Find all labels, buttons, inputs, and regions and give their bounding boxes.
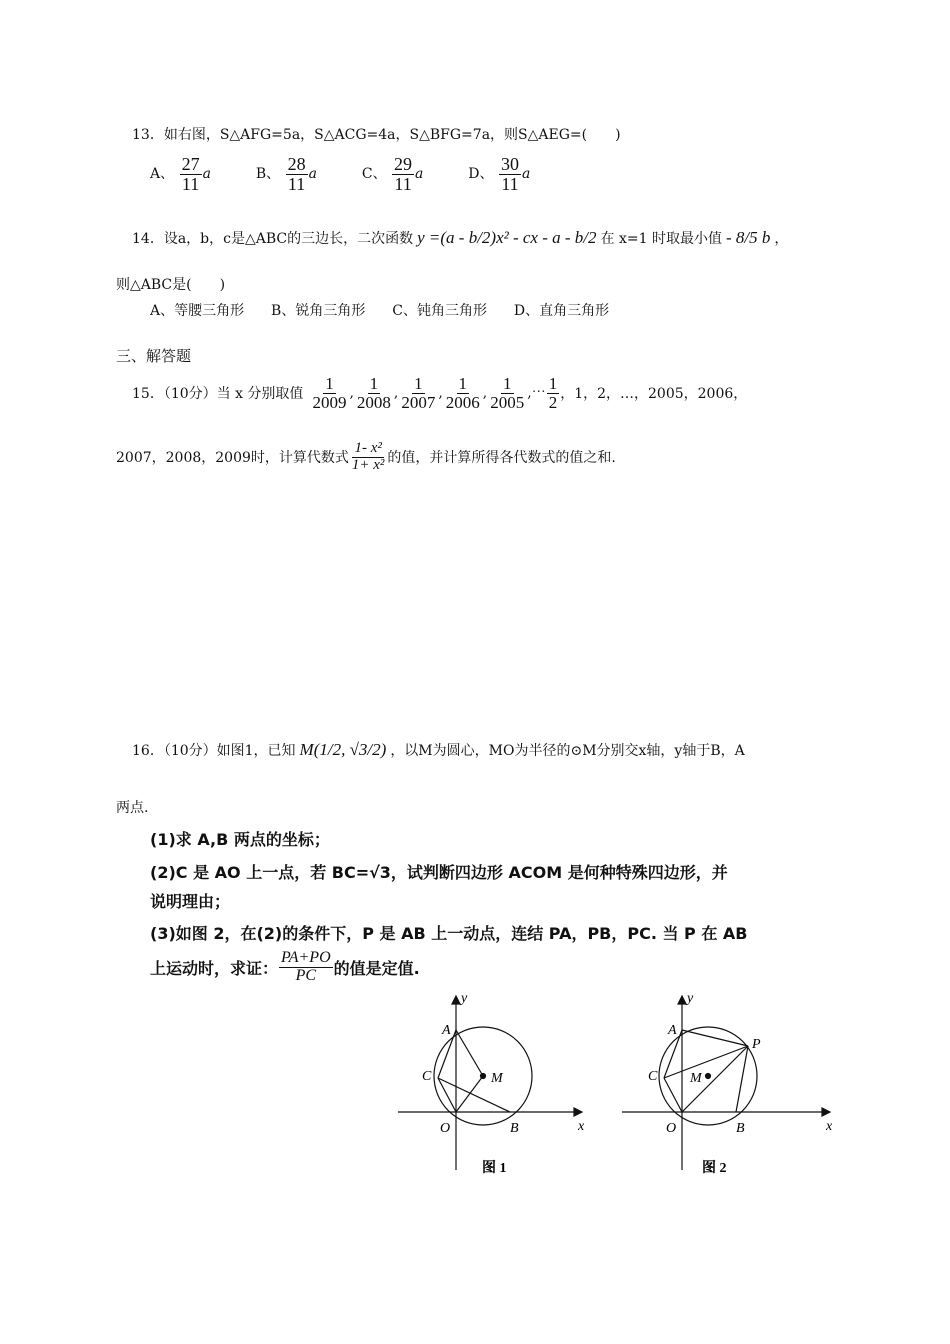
- fig2-label-x: x: [826, 1119, 833, 1134]
- fig2-label-a: A: [668, 1023, 677, 1038]
- fig2-caption: 图 2: [702, 1161, 727, 1176]
- q14-option-d[interactable]: D、直角三角形: [513, 303, 610, 319]
- q16-sub2a: (2)C 是 AO 上一点，若 BC=√3，试判断四边形 ACOM 是何种特殊四边形，并: [150, 863, 728, 882]
- fig2-x-arrow: [822, 1108, 830, 1116]
- fig2-label-o: O: [666, 1121, 677, 1136]
- fig1-y-arrow: [452, 996, 460, 1004]
- fig2-segment-co: [664, 1078, 682, 1112]
- q16-stem: 16．（10分）如图1，已知 M(1/2, √3/2) ，以M为圆心，MO为半径的⊙M分别交x轴，y轴于B，A: [132, 740, 745, 759]
- fig2-y-arrow: [678, 996, 686, 1004]
- fig1-x-arrow: [574, 1108, 582, 1116]
- q14-option-c[interactable]: C、钝角三角形: [392, 303, 487, 319]
- fig1-label-a: A: [442, 1023, 451, 1038]
- option-label: C、: [361, 166, 387, 183]
- q15-stem: 15．（10分）当 x 分别取值 $\frac{1}{2009}$ , $\frac{1}{2008}$ , $\frac{1}{2007}$ , $\frac{1}{2006}$ , $\frac{1}{2005}$ , ··· $\frac{1}{2}$ ，1，2，…，2005，2006，: [132, 374, 748, 412]
- q16-point: M(1/2, √3/2): [299, 740, 387, 759]
- fig2-label-m: M: [690, 1071, 702, 1086]
- q16-sub1: (1)求 A,B 两点的坐标；: [150, 830, 330, 849]
- q14-line2: 则△ABC是( ): [116, 277, 226, 293]
- q13-options: [150, 155, 530, 194]
- q14-option-a[interactable]: A、等腰三角形: [150, 303, 245, 319]
- fig2-label-b: B: [736, 1121, 745, 1136]
- fig2-center-dot: [706, 1074, 711, 1079]
- figures: [390, 990, 850, 1180]
- fig2-segment-cp: [664, 1046, 748, 1078]
- q16-line2: 两点.: [116, 800, 149, 816]
- q14-formula: y =(a - b/2)x² - cx - a - b/2: [417, 228, 597, 247]
- fig1-center-dot: [481, 1074, 486, 1079]
- fig1-label-m: M: [491, 1071, 503, 1086]
- q14-stem: 14．设a，b，c是△ABC的三边长，二次函数 y =(a - b/2)x² - cx - a - b/2 在 x=1 时取最小值 - 8/5 b ，: [132, 228, 789, 247]
- q13-option-c[interactable]: C、 $\frac{29}{11}$ a: [361, 154, 424, 194]
- fig1-label-b: B: [510, 1121, 519, 1136]
- q14-option-b[interactable]: B、锐角三角形: [271, 303, 366, 319]
- q13-option-a[interactable]: A、 $\frac{27}{11}$ a: [150, 154, 211, 194]
- fig1-segment-am: [456, 1030, 483, 1076]
- q16-sub2b: 说明理由；: [150, 892, 231, 911]
- option-label: D、: [468, 166, 494, 183]
- q14-options: [150, 300, 609, 320]
- fig1-label-x: x: [578, 1119, 585, 1134]
- fig2-label-p: P: [752, 1037, 761, 1052]
- q13-option-b[interactable]: B、 $\frac{28}{11}$ a: [255, 154, 317, 194]
- fig2-label-c: C: [648, 1069, 658, 1084]
- option-label: B、: [255, 166, 281, 183]
- q14-min-value: - 8/5 b: [725, 228, 771, 247]
- fig1-segment-co: [438, 1078, 456, 1112]
- option-label: A、: [150, 166, 175, 183]
- fig1-segment-om: [456, 1076, 483, 1112]
- fig1-label-y: y: [461, 991, 468, 1006]
- q13-option-d[interactable]: D、 $\frac{30}{11}$ a: [468, 154, 531, 194]
- section-title: 三、解答题: [116, 347, 192, 365]
- fig1-label-o: O: [440, 1121, 451, 1136]
- fig2-label-y: y: [687, 991, 694, 1006]
- q16-sub3a: (3)如图 2，在(2)的条件下，P 是 AB 上一动点，连结 PA，PB，PC. 当 P 在 AB: [150, 924, 748, 943]
- fig1-caption: 图 1: [482, 1161, 507, 1176]
- fig1-label-c: C: [422, 1069, 432, 1084]
- q13-stem: 13．如右图，S△AFG=5a，S△ACG=4a，S△BFG=7a，则S△AEG=( ): [132, 127, 621, 143]
- q16-sub3b: 上运动时，求证： $\frac{PA+PO}{PC}$ 的值是定值.: [150, 949, 420, 984]
- q15-line2: 2007，2008，2009时，计算代数式 $\frac{\text{1- x²}}{\text{1+ x²}}$ 的值，并计算所得各代数式的值之和.: [116, 440, 616, 473]
